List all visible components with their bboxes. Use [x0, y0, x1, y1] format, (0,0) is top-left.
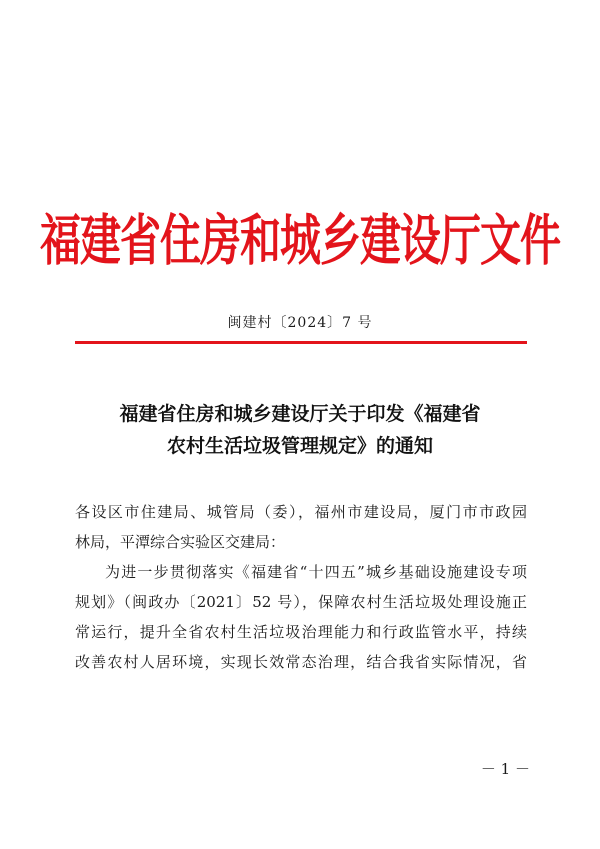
page-number: － 1 －	[480, 760, 530, 778]
body-text	[75, 497, 527, 677]
paragraph-line-1: 为进一步贯彻落实《福建省“十四五”城乡基础设施建设专项	[105, 563, 527, 581]
red-separator-rule	[75, 341, 527, 344]
document-number: 闽建村〔2024〕7 号	[227, 315, 373, 331]
paragraph-line-4: 改善农村人居环境，实现长效常态治理，结合我省实际情况，省	[75, 653, 527, 671]
masthead-title: 福建省住房和城乡建设厅文件	[40, 208, 560, 273]
paragraph-line-2: 规划》（闽政办〔2021〕52 号），保障农村生活垃圾处理设施正	[75, 593, 527, 611]
notice-title	[0, 398, 600, 462]
addressee-line-1: 各设区市住建局、城管局（委），福州市建设局，厦门市市政园	[75, 503, 527, 521]
notice-title-line-2: 农村生活垃圾管理规定》的通知	[166, 435, 433, 457]
paragraph-line-3: 常运行，提升全省农村生活垃圾治理能力和行政监管水平，持续	[75, 623, 527, 641]
notice-title-line-1: 福建省住房和城乡建设厅关于印发《福建省	[119, 403, 481, 425]
addressee-line-2: 林局，平潭综合实验区交建局：	[75, 533, 286, 551]
